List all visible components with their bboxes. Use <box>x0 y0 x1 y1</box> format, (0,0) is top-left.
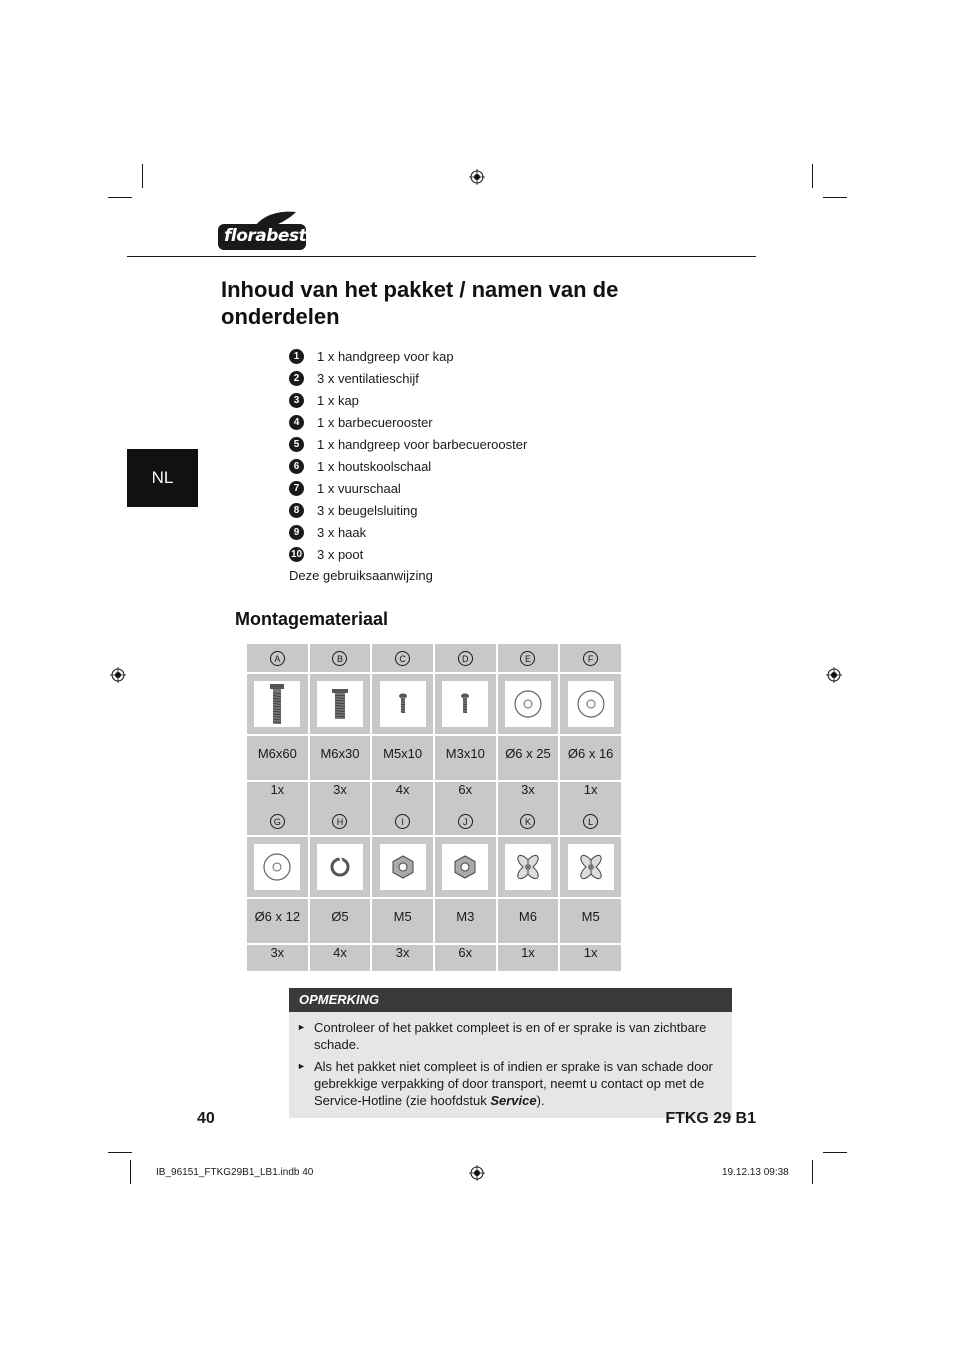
hex-nut-icon <box>442 844 488 890</box>
hardware-quantity: 1x <box>583 782 598 797</box>
part-number-badge: 1 <box>289 349 304 364</box>
part-letter-badge: H <box>332 814 347 829</box>
table-cell <box>560 807 621 835</box>
table-cell <box>435 736 496 780</box>
registration-mark-icon <box>826 667 842 683</box>
note-bullet <box>297 1058 724 1109</box>
table-cell <box>498 945 559 971</box>
note-bullet <box>297 1019 724 1053</box>
part-letter-badge: K <box>520 814 535 829</box>
hardware-size: Ø6 x 12 <box>254 909 301 924</box>
table-cell <box>560 674 621 734</box>
header-rule <box>127 256 756 257</box>
part-label: 3 x beugelsluiting <box>317 502 418 518</box>
table-cell <box>435 899 496 943</box>
hardware-size: Ø6 x 16 <box>567 746 614 761</box>
print-slug-date: 19.12.13 09:38 <box>722 1167 789 1178</box>
table-cell <box>247 945 308 971</box>
part-letter-badge: F <box>583 651 598 666</box>
hardware-quantity: 3x <box>521 782 535 797</box>
table-cell <box>310 736 371 780</box>
table-row <box>247 837 621 897</box>
hardware-quantity: 4x <box>333 945 347 960</box>
parts-list-item <box>289 433 689 455</box>
crop-mark <box>812 164 813 188</box>
note-body <box>289 1012 732 1118</box>
table-cell <box>247 837 308 897</box>
hardware-quantity: 1x <box>270 782 285 797</box>
part-number-badge: 3 <box>289 393 304 408</box>
part-letter-badge: I <box>395 814 410 829</box>
part-letter-badge: E <box>520 651 535 666</box>
table-cell <box>372 674 433 734</box>
hardware-table-2 <box>245 805 623 973</box>
washer-icon <box>254 844 300 890</box>
part-number-badge: 5 <box>289 437 304 452</box>
table-cell <box>310 837 371 897</box>
hardware-size: Ø5 <box>331 909 349 924</box>
bullet-arrow-icon: ► <box>297 1022 306 1032</box>
table-cell <box>372 945 433 971</box>
table-cell <box>435 674 496 734</box>
part-number-badge: 8 <box>289 503 304 518</box>
print-slug-file: IB_96151_FTKG29B1_LB1.indb 40 <box>156 1167 314 1178</box>
parts-list <box>289 345 689 587</box>
washer-icon <box>568 681 614 727</box>
table-cell <box>372 644 433 672</box>
hardware-size: M5 <box>393 909 412 924</box>
crop-mark <box>108 1152 132 1153</box>
hardware-quantity: 3x <box>333 782 347 797</box>
table-cell <box>560 899 621 943</box>
part-letter-badge: L <box>583 814 598 829</box>
model-number: FTKG 29 B1 <box>665 1110 756 1127</box>
part-letter-badge: C <box>395 651 410 666</box>
table-cell <box>435 644 496 672</box>
note-heading: OPMERKING <box>289 988 732 1012</box>
parts-list-item <box>289 345 689 367</box>
hardware-quantity: 3x <box>270 945 285 960</box>
table-row <box>247 644 621 672</box>
part-number-badge: 9 <box>289 525 304 540</box>
table-cell <box>560 945 621 971</box>
hardware-quantity: 1x <box>521 945 535 960</box>
hardware-quantity: 4x <box>395 782 410 797</box>
page-title: Inhoud van het pakket / namen van de onderdelen <box>221 277 619 329</box>
hardware-table-1 <box>245 642 623 810</box>
table-cell <box>247 644 308 672</box>
table-cell <box>498 837 559 897</box>
hardware-size: M6 <box>518 909 537 924</box>
part-letter-badge: D <box>458 651 473 666</box>
table-cell <box>560 736 621 780</box>
part-letter-badge: G <box>270 814 285 829</box>
parts-list-item <box>289 521 689 543</box>
table-cell <box>310 644 371 672</box>
table-cell <box>372 899 433 943</box>
table-cell <box>498 674 559 734</box>
registration-mark-icon <box>469 169 485 185</box>
table-row <box>247 736 621 780</box>
table-cell <box>372 807 433 835</box>
table-cell <box>247 899 308 943</box>
crop-mark <box>142 164 143 188</box>
hardware-quantity: 3x <box>395 945 410 960</box>
mounting-heading: Montagemateriaal <box>235 609 389 629</box>
part-label: 3 x ventilatieschijf <box>317 370 419 386</box>
table-cell <box>560 837 621 897</box>
part-letter-badge: B <box>332 651 347 666</box>
table-cell <box>310 899 371 943</box>
parts-list-item <box>289 477 689 499</box>
table-cell <box>435 807 496 835</box>
registration-mark-icon <box>469 1165 485 1181</box>
part-label: 1 x kap <box>317 392 359 408</box>
logo-text: florabest <box>224 226 307 246</box>
hardware-size: M6x60 <box>257 746 297 761</box>
part-label: 1 x handgreep voor kap <box>317 348 454 364</box>
wing-nut-icon <box>568 844 614 890</box>
short-screw-icon <box>380 681 426 727</box>
registration-mark-icon <box>110 667 126 683</box>
part-label: 1 x houtskoolschaal <box>317 458 432 474</box>
table-cell <box>310 945 371 971</box>
table-cell <box>435 837 496 897</box>
part-label: 1 x handgreep voor barbecuerooster <box>317 436 528 452</box>
table-cell <box>435 945 496 971</box>
part-number-badge: 10 <box>290 548 303 560</box>
hardware-quantity: 6x <box>458 782 473 797</box>
hardware-size: M3x10 <box>445 746 485 761</box>
crop-mark <box>108 197 132 198</box>
part-label: 3 x poot <box>317 546 364 562</box>
note-box <box>289 988 732 1118</box>
page-number: 40 <box>197 1110 215 1127</box>
manual-line: Deze gebruiksaanwijzing <box>289 568 433 583</box>
table-cell <box>498 644 559 672</box>
hex-nut-icon <box>380 844 426 890</box>
brand-logo <box>218 210 308 252</box>
parts-list-item <box>289 543 689 565</box>
parts-list-item <box>289 389 689 411</box>
language-tab: NL <box>127 449 198 507</box>
part-number-badge: 2 <box>289 371 304 386</box>
table-row <box>247 807 621 835</box>
table-row <box>247 899 621 943</box>
wing-nut-icon <box>505 844 551 890</box>
table-row <box>247 945 621 971</box>
part-label: 1 x vuurschaal <box>317 480 401 496</box>
table-cell <box>498 899 559 943</box>
hardware-size: M5 <box>581 909 600 924</box>
hardware-size: M6x30 <box>320 746 360 761</box>
crop-mark <box>812 1160 813 1184</box>
part-label: 3 x haak <box>317 524 367 540</box>
parts-list-item <box>289 367 689 389</box>
table-cell <box>372 837 433 897</box>
parts-list-item <box>289 411 689 433</box>
short-screw-icon <box>442 681 488 727</box>
note-bullet-text: Controleer of het pakket compleet is en of er sprake is van zichtbare schade. <box>314 1020 707 1052</box>
hardware-quantity: 1x <box>583 945 598 960</box>
part-letter-badge: A <box>270 651 285 666</box>
parts-list-item <box>289 455 689 477</box>
part-letter-badge: J <box>458 814 473 829</box>
table-cell <box>310 807 371 835</box>
part-number-badge: 4 <box>289 415 304 430</box>
parts-list-item <box>289 499 689 521</box>
table-cell <box>372 736 433 780</box>
table-cell <box>247 736 308 780</box>
hardware-size: Ø6 x 25 <box>505 746 551 761</box>
hardware-quantity: 6x <box>458 945 473 960</box>
spring-washer-icon <box>317 844 363 890</box>
part-number-badge: 6 <box>289 459 304 474</box>
crop-mark <box>823 197 847 198</box>
table-row <box>247 674 621 734</box>
table-cell <box>310 674 371 734</box>
table-cell <box>498 807 559 835</box>
long-bolt-icon <box>254 681 300 727</box>
table-cell <box>247 674 308 734</box>
part-label: 1 x barbecuerooster <box>317 414 433 430</box>
table-cell <box>247 807 308 835</box>
crop-mark <box>823 1152 847 1153</box>
crop-mark <box>130 1160 131 1184</box>
hardware-size: M5x10 <box>383 746 423 761</box>
part-number-badge: 7 <box>289 481 304 496</box>
bolt-icon <box>317 681 363 727</box>
bullet-arrow-icon: ► <box>297 1061 306 1071</box>
hardware-size: M3 <box>456 909 475 924</box>
table-cell <box>560 644 621 672</box>
note-bullet-text: Als het pakket niet compleet is of indien er sprake is van schade door gebrekkige verpakking of door transport, neemt u contact op met de Service-Hotline (zie hoofdstuk Service). <box>314 1059 713 1108</box>
washer-icon <box>505 681 551 727</box>
table-cell <box>498 736 559 780</box>
service-reference: Service <box>490 1093 537 1108</box>
